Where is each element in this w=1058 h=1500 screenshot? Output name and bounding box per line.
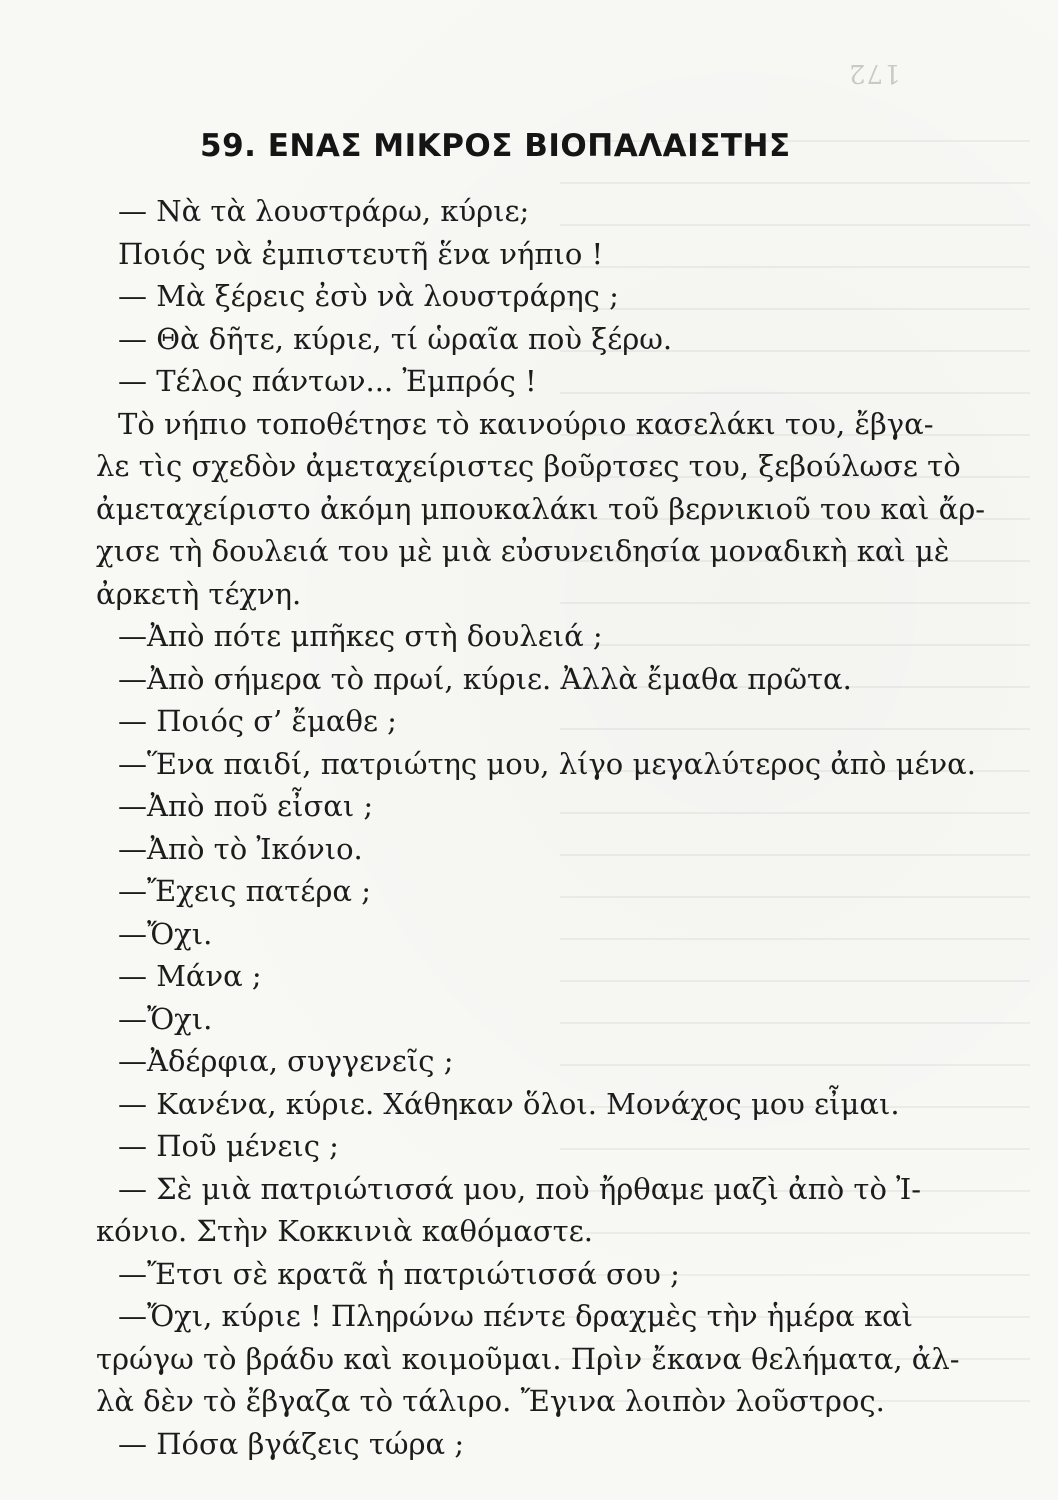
page-number: 172	[848, 58, 901, 88]
text-line: —Ἀπὸ σήμερα τὸ πρωί, κύριε. Ἀλλὰ ἔμαθα πρῶτα.	[118, 661, 852, 696]
text-line: — Μὰ ξέρεις ἐσὺ νὰ λουστράρης ;	[118, 279, 619, 313]
text-line: —Ἔχεις πατέρα ;	[118, 874, 371, 908]
text-line: χισε τὴ δουλειά του μὲ μιὰ εὐσυνειδησία μοναδικὴ καὶ μὲ	[96, 534, 950, 568]
text-line: λε τὶς σχεδὸν ἀμεταχείριστες βοῦρτσες του, ξεβούλωσε τὸ	[96, 449, 961, 483]
text-line: —Ἔτσι σὲ κρατᾶ ἡ πατριώτισσά σου ;	[118, 1256, 680, 1291]
text-line: Τὸ νήπιο τοποθέτησε τὸ καινούριο κασελάκι του, ἔβγα-	[118, 406, 934, 441]
text-line: —Ὄχι, κύριε ! Πληρώνω πέντε δραχμὲς τὴν ἡμέρα καὶ	[118, 1299, 914, 1333]
text-line: — Μάνα ;	[118, 959, 262, 993]
text-line: — Νὰ τὰ λουστράρω, κύριε;	[118, 194, 530, 228]
text-line: —Ἕνα παιδί, πατριώτης μου, λίγο μεγαλύτερος ἀπὸ μένα.	[118, 746, 976, 781]
text-line: — Κανένα, κύριε. Χάθηκαν ὅλοι. Μονάχος μου εἶμαι.	[118, 1086, 900, 1121]
text-line: — Θὰ δῆτε, κύριε, τί ὡραῖα ποὺ ξέρω.	[118, 321, 673, 356]
text-line: —Ἀπὸ τὸ Ἰκόνιο.	[118, 831, 363, 866]
chapter-title: 59. ΕΝΑΣ ΜΙΚΡΟΣ ΒΙΟΠΑΛΑΙΣΤΗΣ	[200, 128, 791, 164]
text-line: — Σὲ μιὰ πατριώτισσά μου, ποὺ ἤρθαμε μαζὶ ἀπὸ τὸ Ἰ-	[118, 1171, 922, 1206]
text-line: — Τέλος πάντων... Ἐμπρός !	[118, 364, 537, 398]
text-line: ἀμεταχείριστο ἀκόμη μπουκαλάκι τοῦ βερνικιοῦ του καὶ ἄρ-	[96, 491, 986, 526]
text-line: — Ποῦ μένεις ;	[118, 1129, 339, 1163]
text-line: —Ὄχι.	[118, 1001, 213, 1036]
text-line: —Ἀδέρφια, συγγενεῖς ;	[118, 1044, 454, 1078]
text-line: —Ἀπὸ πότε μπῆκες στὴ δουλειά ;	[118, 619, 603, 653]
text-line: κόνιο. Στὴν Κοκκινιὰ καθόμαστε.	[96, 1214, 593, 1248]
text-line: Ποιός νὰ ἐμπιστευτῆ ἕνα νήπιο !	[118, 236, 604, 271]
text-line: — Ποιός σ’ ἔμαθε ;	[118, 704, 397, 738]
text-line: τρώγω τὸ βράδυ καὶ κοιμοῦμαι. Πρὶν ἔκανα θελήματα, ἀλ-	[96, 1341, 960, 1376]
body-text	[88, 190, 986, 1465]
text-line: ἀρκετὴ τέχνη.	[96, 576, 302, 611]
text-line: —Ἀπὸ ποῦ εἶσαι ;	[118, 789, 374, 823]
text-line: — Πόσα βγάζεις τώρα ;	[118, 1426, 465, 1461]
text-line: —Ὄχι.	[118, 916, 213, 951]
text-line: λὰ δὲν τὸ ἔβγαζα τὸ τάλιρο. Ἔγινα λοιπὸν λοῦστρος.	[96, 1384, 885, 1418]
